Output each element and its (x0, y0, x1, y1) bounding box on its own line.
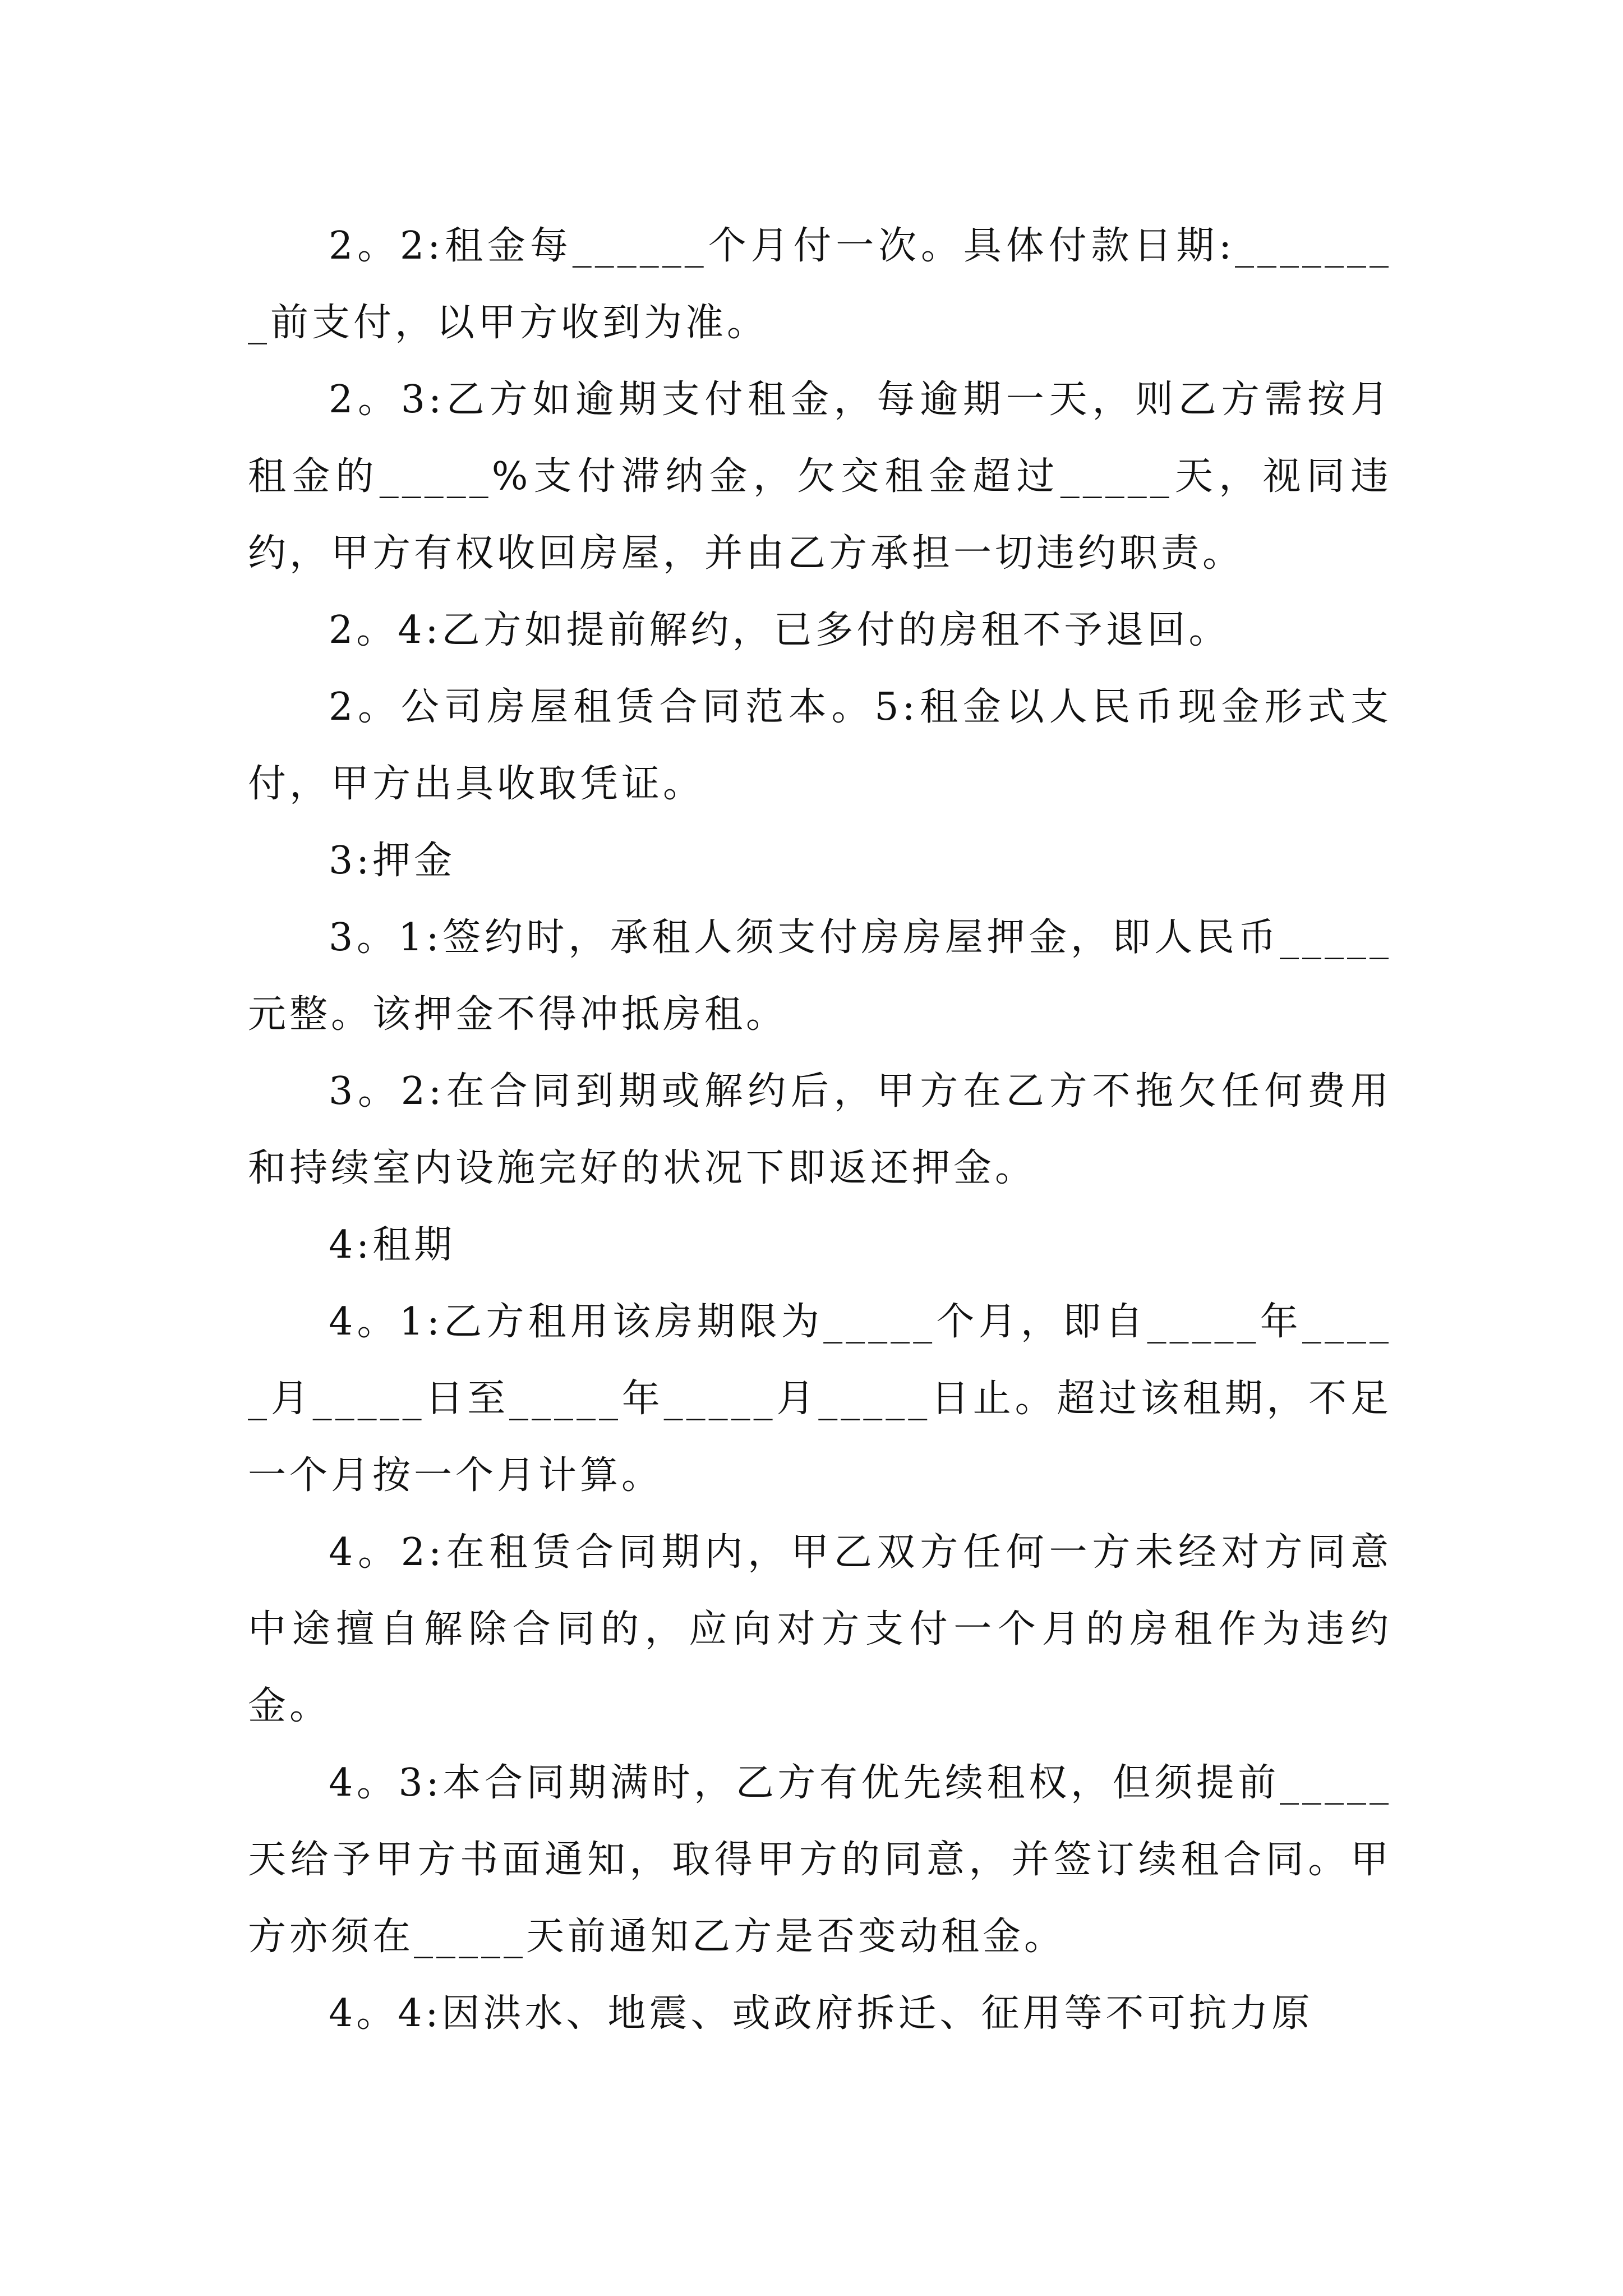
section-heading-lease-term: 4:租期 (329, 1223, 456, 1267)
clause-2-4: 2。4:乙方如提前解约，已多付的房租不予退回。 (329, 608, 1230, 652)
clause-2-2: 2。2:租金每______个月付一次。具体付款日期:________前支付，以甲方收到为准。 (248, 224, 1392, 345)
clause-4-4: 4。4:因洪水、地震、或政府拆迁、征用等不可抗力原 (329, 1991, 1313, 2036)
clause-4-1: 4。1:乙方租用该房期限为_____个月，即自_____年_____月_____日至_____年_____月_____日止。超过该租期，不足一个月按一个月计算。 (248, 1300, 1392, 1498)
clause-3-1: 3。1:签约时，承租人须支付房房屋押金，即人民币_____元整。该押金不得冲抵房租。 (248, 915, 1392, 1037)
clause-2-3: 2。3:乙方如逾期支付租金，每逾期一天，则乙方需按月租金的_____%支付滞纳金，欠交租金超过_____天，视同违约，甲方有权收回房屋，并由乙方承担一切违约职责。 (248, 378, 1392, 576)
document-body (248, 208, 1392, 2052)
clause-4-2: 4。2:在租赁合同期内，甲乙双方任何一方未经对方同意中途擅自解除合同的，应向对方支付一个月的房租作为违约金。 (248, 1530, 1392, 1728)
clause-4-3: 4。3:本合同期满时，乙方有优先续租权，但须提前_____天给予甲方书面通知，取得甲方的同意，并签订续租合同。甲方亦须在_____天前通知乙方是否变动租金。 (248, 1761, 1392, 1959)
section-heading-deposit: 3:押金 (329, 839, 456, 883)
clause-3-2: 3。2:在合同到期或解约后，甲方在乙方不拖欠任何费用和持续室内设施完好的状况下即返还押金。 (248, 1069, 1392, 1190)
clause-2-5: 2。公司房屋租赁合同范本。5:租金以人民币现金形式支付，甲方出具收取凭证。 (248, 685, 1392, 806)
